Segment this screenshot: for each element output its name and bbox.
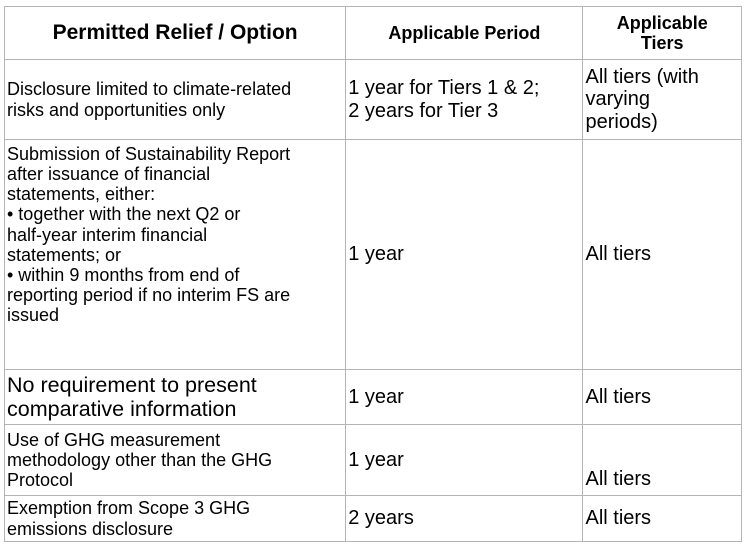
- tiers-line: varying: [585, 88, 650, 111]
- option-line: after issuance of financial: [7, 164, 211, 185]
- tiers-line: All tiers: [585, 467, 652, 490]
- option-cell: [5, 425, 346, 496]
- period-cell: [346, 496, 583, 542]
- table-row: [5, 370, 742, 425]
- tiers-line: All tiers: [585, 385, 652, 408]
- option-line: Use of GHG measurement: [7, 429, 221, 450]
- option-line: No requirement to present: [7, 372, 257, 397]
- option-line: statements, either:: [7, 184, 156, 205]
- tiers-cell: [583, 425, 742, 496]
- option-line: comparative information: [7, 397, 237, 421]
- period-line: 2 years for Tier 3: [348, 99, 499, 122]
- table-row: [5, 60, 742, 140]
- option-line: Protocol: [7, 470, 74, 491]
- period-line: 1 year: [348, 448, 404, 471]
- option-line: Exemption from Scope 3 GHG: [7, 498, 251, 519]
- table-row: [5, 496, 742, 542]
- tiers-line: All tiers: [585, 507, 652, 530]
- table-header-row: [5, 7, 742, 60]
- table-row: [5, 425, 742, 496]
- tiers-line: All tiers (with: [585, 65, 699, 88]
- option-line: half-year interim financial: [7, 224, 208, 245]
- tiers-cell: [583, 370, 742, 425]
- option-line: • together with the next Q2 or: [7, 204, 241, 225]
- option-line: • within 9 months from end of: [7, 264, 240, 285]
- period-line: 1 year for Tiers 1 & 2;: [348, 77, 540, 100]
- period-cell: [346, 425, 583, 496]
- period-cell: [346, 140, 583, 370]
- option-cell: [5, 140, 346, 370]
- option-line: issued: [7, 305, 60, 326]
- header-tiers: [583, 7, 742, 60]
- header-period: Applicable Period: [346, 7, 583, 60]
- period-line: 1 year: [348, 385, 404, 408]
- header-tiers-text: Applicable Tiers: [616, 12, 708, 53]
- period-line: 1 year: [348, 243, 404, 266]
- option-line: reporting period if no interim FS are: [7, 285, 291, 306]
- option-line: emissions disclosure: [7, 518, 174, 539]
- period-cell: [346, 60, 583, 140]
- relief-options-table: [4, 6, 742, 542]
- option-cell: [5, 60, 346, 140]
- option-line: methodology other than the GHG: [7, 449, 273, 470]
- option-line: Submission of Sustainability Report: [7, 144, 291, 164]
- header-option: Permitted Relief / Option: [5, 7, 346, 60]
- tiers-cell: [583, 60, 742, 140]
- tiers-cell: [583, 140, 742, 370]
- option-cell: [5, 496, 346, 542]
- option-line: Disclosure limited to climate-related: [7, 79, 292, 100]
- tiers-line: All tiers: [585, 243, 652, 266]
- tiers-line: periods): [585, 110, 658, 133]
- tiers-cell: [583, 496, 742, 542]
- option-cell: [5, 370, 346, 425]
- option-line: risks and opportunities only: [7, 99, 226, 120]
- table-row: [5, 140, 742, 370]
- period-line: 2 years: [348, 507, 414, 530]
- period-cell: [346, 370, 583, 425]
- option-line: statements; or: [7, 244, 122, 265]
